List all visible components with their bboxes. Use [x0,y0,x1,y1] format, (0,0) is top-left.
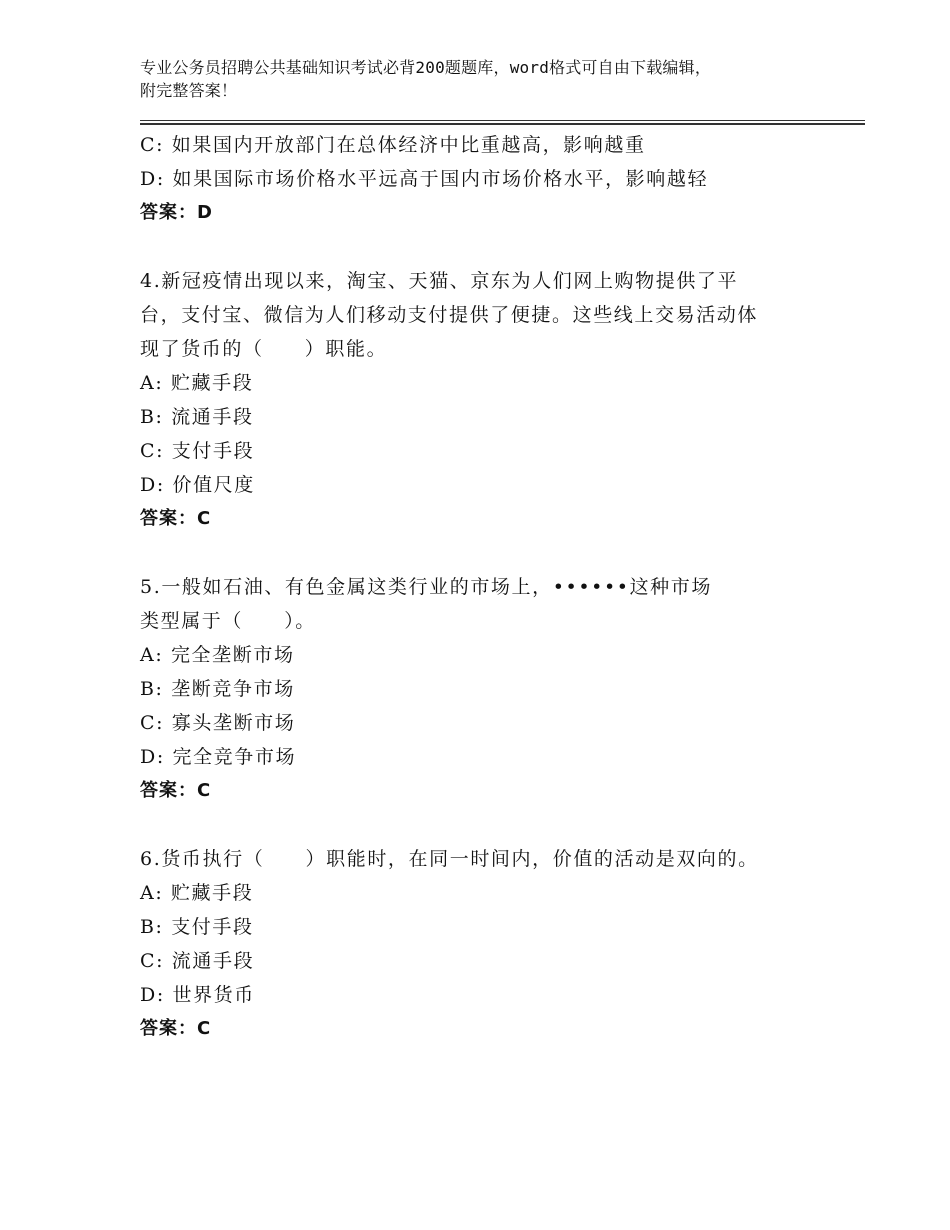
option-c: C: 寡头垄断市场 [140,712,296,734]
answer: 答案：C [140,780,212,801]
option-a: A: 完全垄断市场 [140,644,295,666]
question-text-line: 6.货币执行（ ）职能时，在同一时间内，价值的活动是双向的。 [140,848,759,870]
option-d: D: 价值尺度 [140,474,255,496]
question-3-continued [140,128,820,230]
header-line-1: 专业公务员招聘公共基础知识考试必背200题题库，word格式可自由下载编辑， [140,58,712,77]
question-5 [140,570,820,808]
header-rule-thin [140,120,865,121]
question-4 [140,264,820,536]
spacer [140,230,820,264]
spacer [140,536,820,570]
question-6 [140,842,820,1046]
question-text-line: 台，支付宝、微信为人们移动支付提供了便捷。这些线上交易活动体 [140,304,759,326]
question-text-line: 现了货币的（ ）职能。 [140,338,388,360]
header-line-2: 附完整答案！ [140,81,238,100]
option-d: D: 如果国际市场价格水平远高于国内市场价格水平，影响越轻 [140,168,709,190]
option-d: D: 完全竞争市场 [140,746,297,768]
question-text-line: 类型属于（ ）。 [140,610,316,632]
page-header [140,56,840,102]
option-b: B: 垄断竞争市场 [140,678,295,700]
option-a: A: 贮藏手段 [140,372,254,394]
answer: 答案：C [140,1018,212,1039]
question-text-line: 4.新冠疫情出现以来，淘宝、天猫、京东为人们网上购物提供了平 [140,270,739,292]
question-text-line: 5.一般如石油、有色金属这类行业的市场上，••••••这种市场 [140,576,712,598]
option-a: A: 贮藏手段 [140,882,254,904]
option-b: B: 支付手段 [140,916,254,938]
option-c: C: 流通手段 [140,950,255,972]
option-b: B: 流通手段 [140,406,254,428]
option-c: C: 支付手段 [140,440,255,462]
answer: 答案：D [140,202,213,223]
answer: 答案：C [140,508,212,529]
option-d: D: 世界货币 [140,984,255,1006]
option-c: C: 如果国内开放部门在总体经济中比重越高，影响越重 [140,134,646,156]
spacer [140,808,820,842]
header-rule-thick [140,123,865,125]
document-body [140,128,820,1046]
